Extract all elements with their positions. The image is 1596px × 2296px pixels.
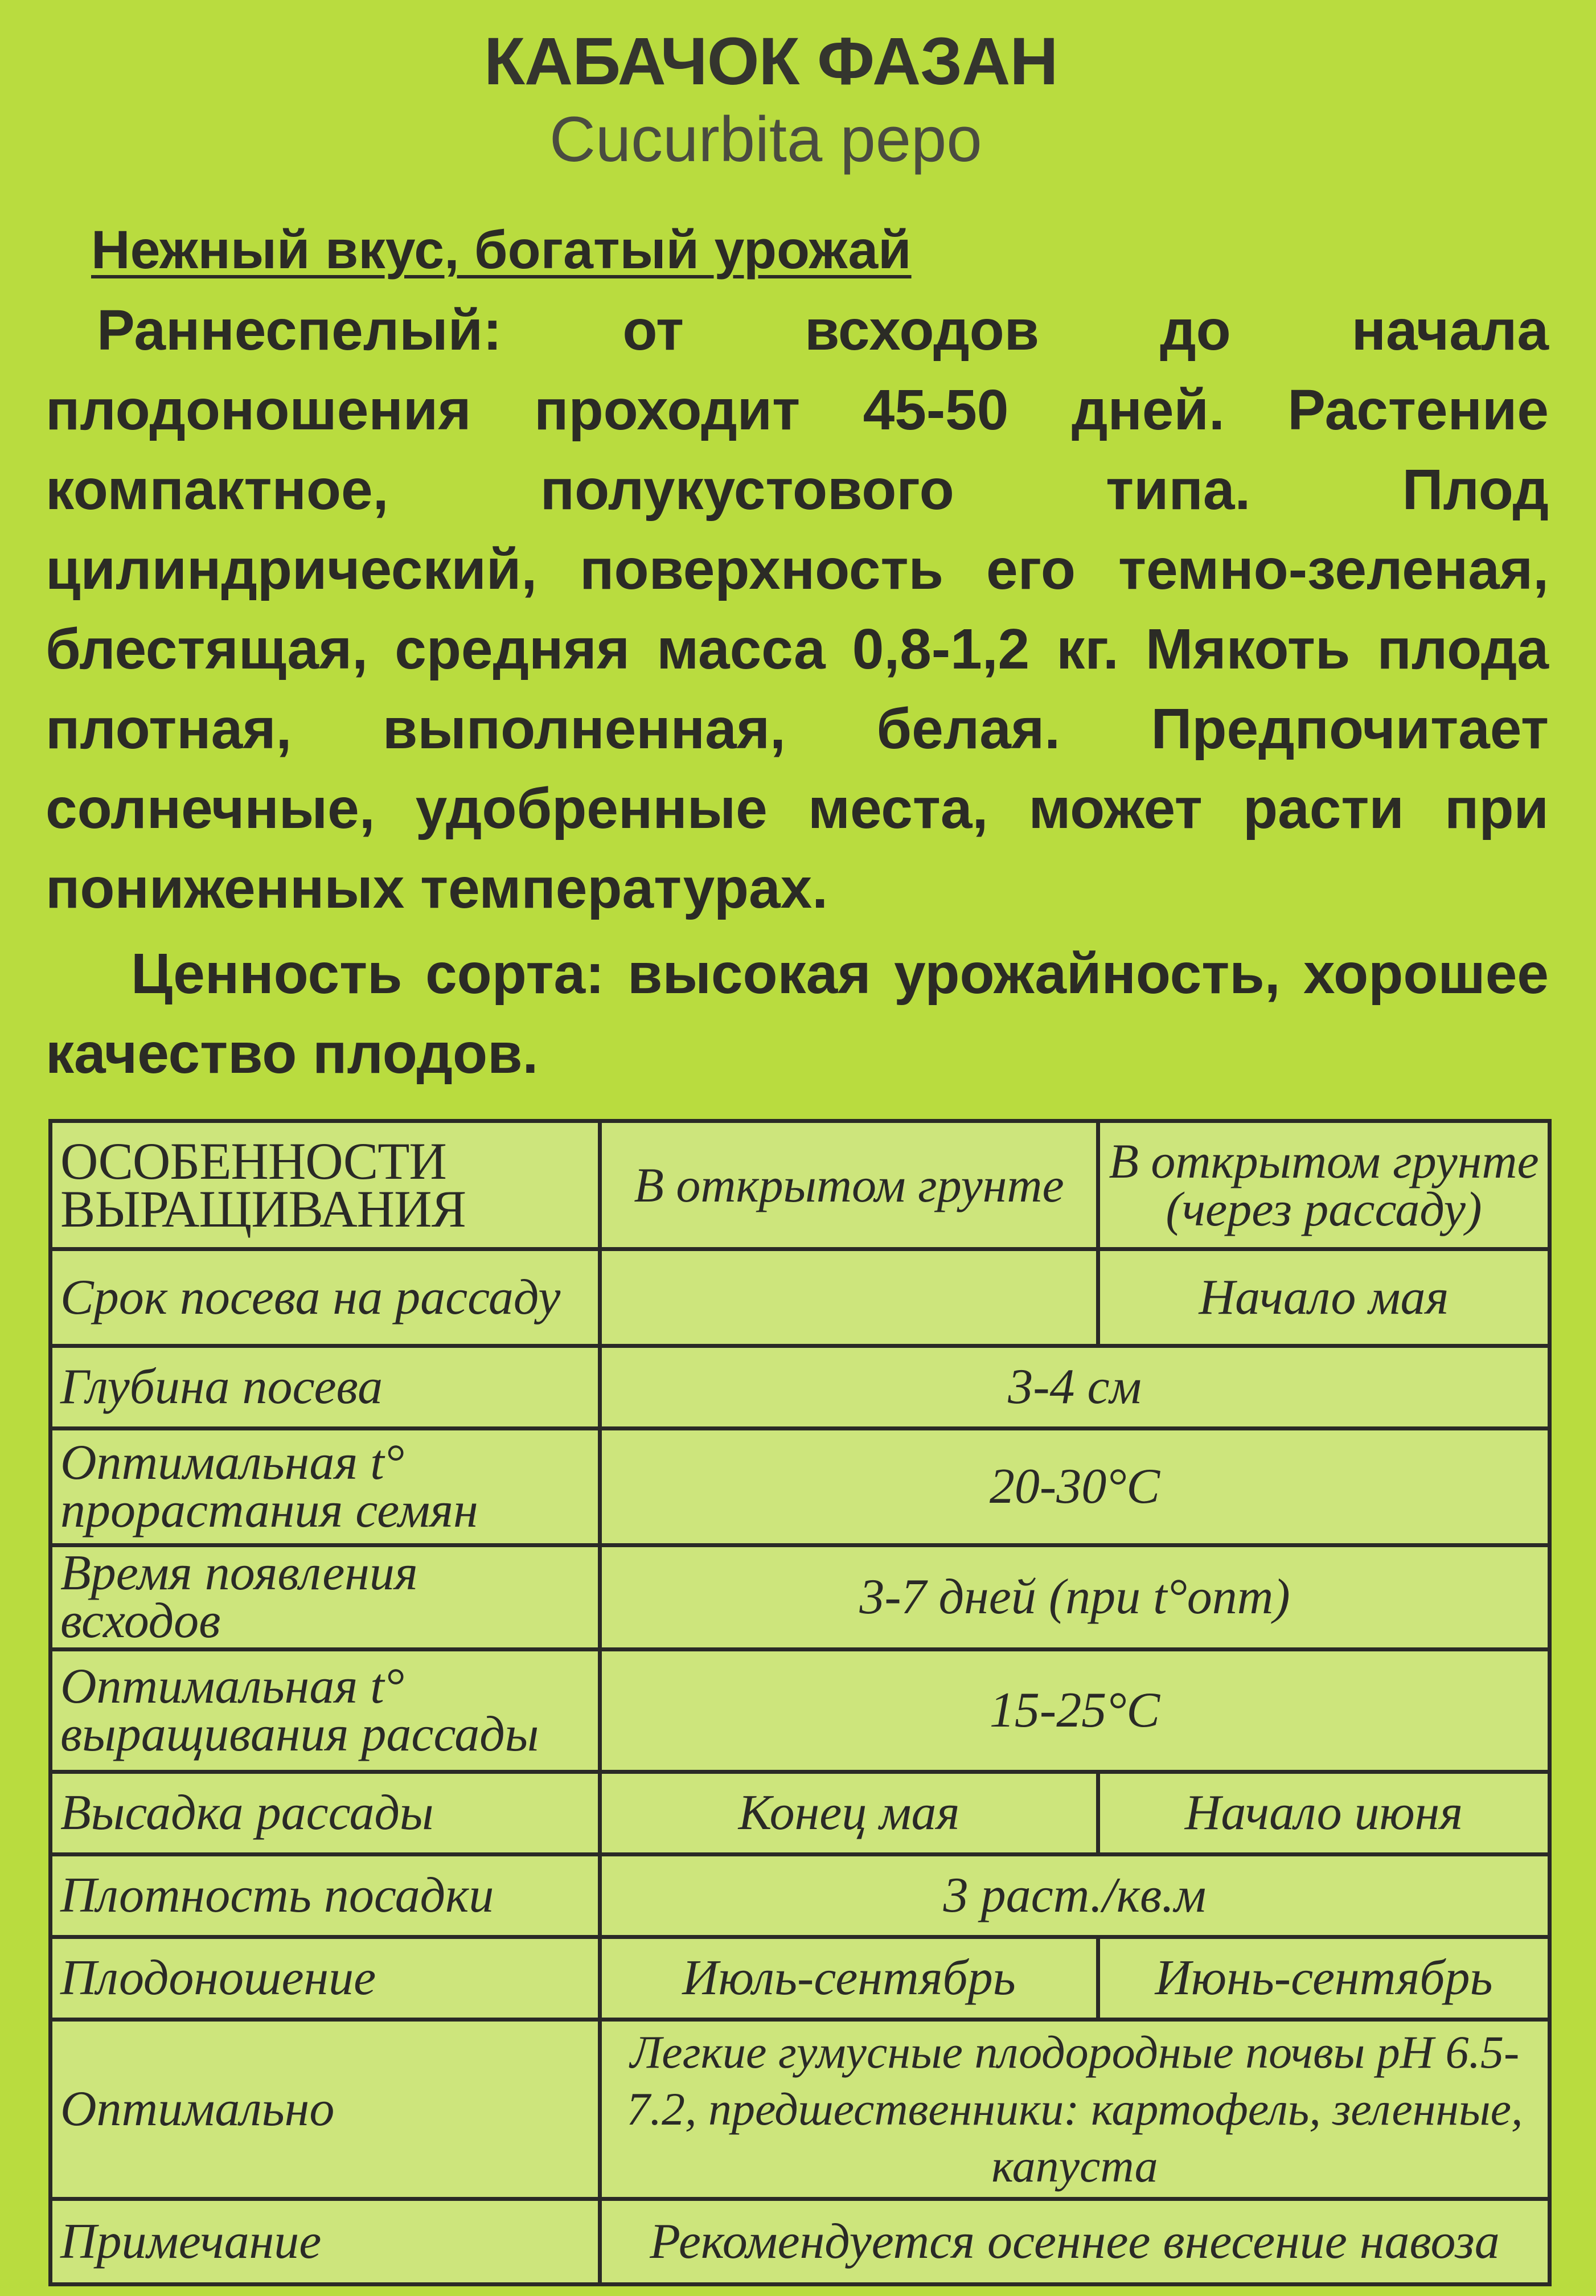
product-title: КАБАЧОК ФАЗАН bbox=[484, 24, 1058, 99]
table-row bbox=[51, 1346, 1550, 1429]
growing-features-table bbox=[48, 1119, 1552, 2286]
table-header-row bbox=[51, 1121, 1550, 1249]
cell-open bbox=[600, 1249, 1098, 1346]
table-row bbox=[51, 1855, 1550, 1937]
cell-value: 20-30°С bbox=[600, 1429, 1550, 1545]
row-label: Плодоношение bbox=[51, 1937, 600, 2020]
row-label: Примечание bbox=[51, 2199, 600, 2285]
row-label: Глубина посева bbox=[51, 1346, 600, 1429]
variety-value-paragraph: Ценность сорта: высокая урожайность, хорошее качество плодов. bbox=[46, 942, 1549, 1085]
cell-seedlings: Начало мая bbox=[1098, 1249, 1550, 1346]
cell-value: 15-25°С bbox=[600, 1650, 1550, 1772]
cell-value: Рекомендуется осеннее внесение навоза bbox=[600, 2199, 1550, 2285]
row-label: Срок посева на рассаду bbox=[51, 1249, 600, 1346]
header-open-ground: В открытом грунте bbox=[600, 1121, 1098, 1249]
description-paragraph: Раннеспелый: от всходов до начала плодоношения проходит 45-50 дней. Растение компактное, полукустового типа. Плод цилиндрический, поверхность его темно-зеленая, блестящая, средняя масса 0,8-1,2 кг. Мякоть плода плотная, выполненная, белая. Предпочитает солнечные, удобренные места, может расти при пониженных температурах. bbox=[46, 298, 1549, 920]
cell-seedlings: Июнь-сентябрь bbox=[1098, 1937, 1550, 2020]
cell-open: Июль-сентябрь bbox=[600, 1937, 1098, 2020]
row-label: Оптимальная t° прорастания семян bbox=[51, 1429, 600, 1545]
table-row bbox=[51, 1772, 1550, 1855]
cell-value: 3-7 дней (при t°опт) bbox=[600, 1545, 1550, 1650]
row-label: Оптимальная t° выращивания рассады bbox=[51, 1650, 600, 1772]
table-row bbox=[51, 1429, 1550, 1545]
header-features: ОСОБЕННОСТИ ВЫРАЩИВАНИЯ bbox=[51, 1121, 600, 1249]
subtitle: Нежный вкус, богатый урожай bbox=[91, 220, 912, 280]
header-open-ground-seedlings: В открытом грунте (через рассаду) bbox=[1098, 1121, 1550, 1249]
row-label: Время появления всходов bbox=[51, 1545, 600, 1650]
table-row bbox=[51, 1937, 1550, 2020]
row-label: Высадка рассады bbox=[51, 1772, 600, 1855]
table-row bbox=[51, 1650, 1550, 1772]
table-row bbox=[51, 2020, 1550, 2199]
cell-open: Конец мая bbox=[600, 1772, 1098, 1855]
cell-value: 3 раст./кв.м bbox=[600, 1855, 1550, 1937]
cell-value: 3-4 см bbox=[600, 1346, 1550, 1429]
table-row bbox=[51, 1249, 1550, 1346]
cell-seedlings: Начало июня bbox=[1098, 1772, 1550, 1855]
row-label: Плотность посадки bbox=[51, 1855, 600, 1937]
table-row bbox=[51, 2199, 1550, 2285]
table-row bbox=[51, 1545, 1550, 1650]
latin-name: Cucurbita pepo bbox=[549, 104, 982, 175]
row-label: Оптимально bbox=[51, 2020, 600, 2199]
cell-value: Легкие гумусные плодородные почвы pH 6.5-7.2, предшественники: картофель, зеленные, капуста bbox=[600, 2020, 1550, 2199]
